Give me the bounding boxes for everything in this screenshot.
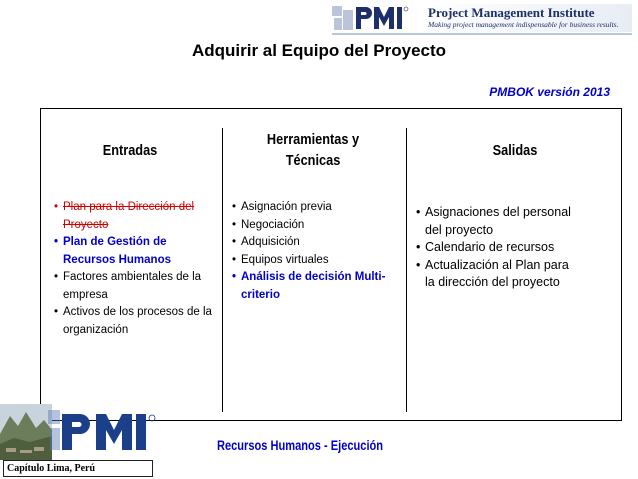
input-item: • Activos de los procesos de la organización (54, 304, 220, 339)
input-item: • Plan para la Dirección del Proyecto (54, 199, 220, 234)
output-item: • Asignaciones del personal del proyecto (416, 204, 576, 239)
column-divider-right (406, 128, 407, 412)
outputs-list (416, 204, 576, 292)
tools-heading-line1: Herramientas y (266, 131, 360, 148)
tools-heading (241, 129, 386, 171)
pmi-logo-icon (332, 4, 416, 32)
machu-picchu-photo (0, 404, 52, 460)
pmi-header-logo (332, 4, 632, 32)
input-item: • Plan de Gestión de Recursos Humanos (54, 234, 220, 269)
tools-heading-line2: Técnicas (285, 152, 341, 169)
tool-item: • Asignación previa (232, 199, 400, 217)
inputs-heading: Entradas (102, 142, 158, 159)
output-item: • Calendario de recursos (416, 239, 576, 257)
inputs-list (54, 199, 220, 339)
footer-section-title: Recursos Humanos - Ejecución (216, 438, 384, 453)
pmi-logo-icon (48, 404, 158, 460)
tool-item: • Negociación (232, 217, 400, 235)
org-tagline: Making project management indispensable for business results. (428, 20, 619, 29)
outputs-heading: Salidas (492, 142, 538, 159)
org-name: Project Management Institute (428, 5, 595, 20)
tool-item: • Análisis de decisión Multi-criterio (232, 269, 391, 304)
tool-item: • Equipos virtuales (232, 252, 400, 270)
tool-item: • Adquisición (232, 234, 400, 252)
slide-subtitle: PMBOK versión 2013 (489, 85, 610, 99)
tools-list (232, 199, 400, 304)
input-item: • Factores ambientales de la empresa (54, 269, 220, 304)
column-divider-left (222, 128, 223, 412)
output-item: • Actualización al Plan para la dirección del proyecto (416, 257, 576, 292)
slide-title: Adquirir al Equipo del Proyecto (191, 41, 447, 60)
header-divider (332, 33, 632, 35)
chapter-label: Capítulo Lima, Perú (3, 460, 153, 477)
